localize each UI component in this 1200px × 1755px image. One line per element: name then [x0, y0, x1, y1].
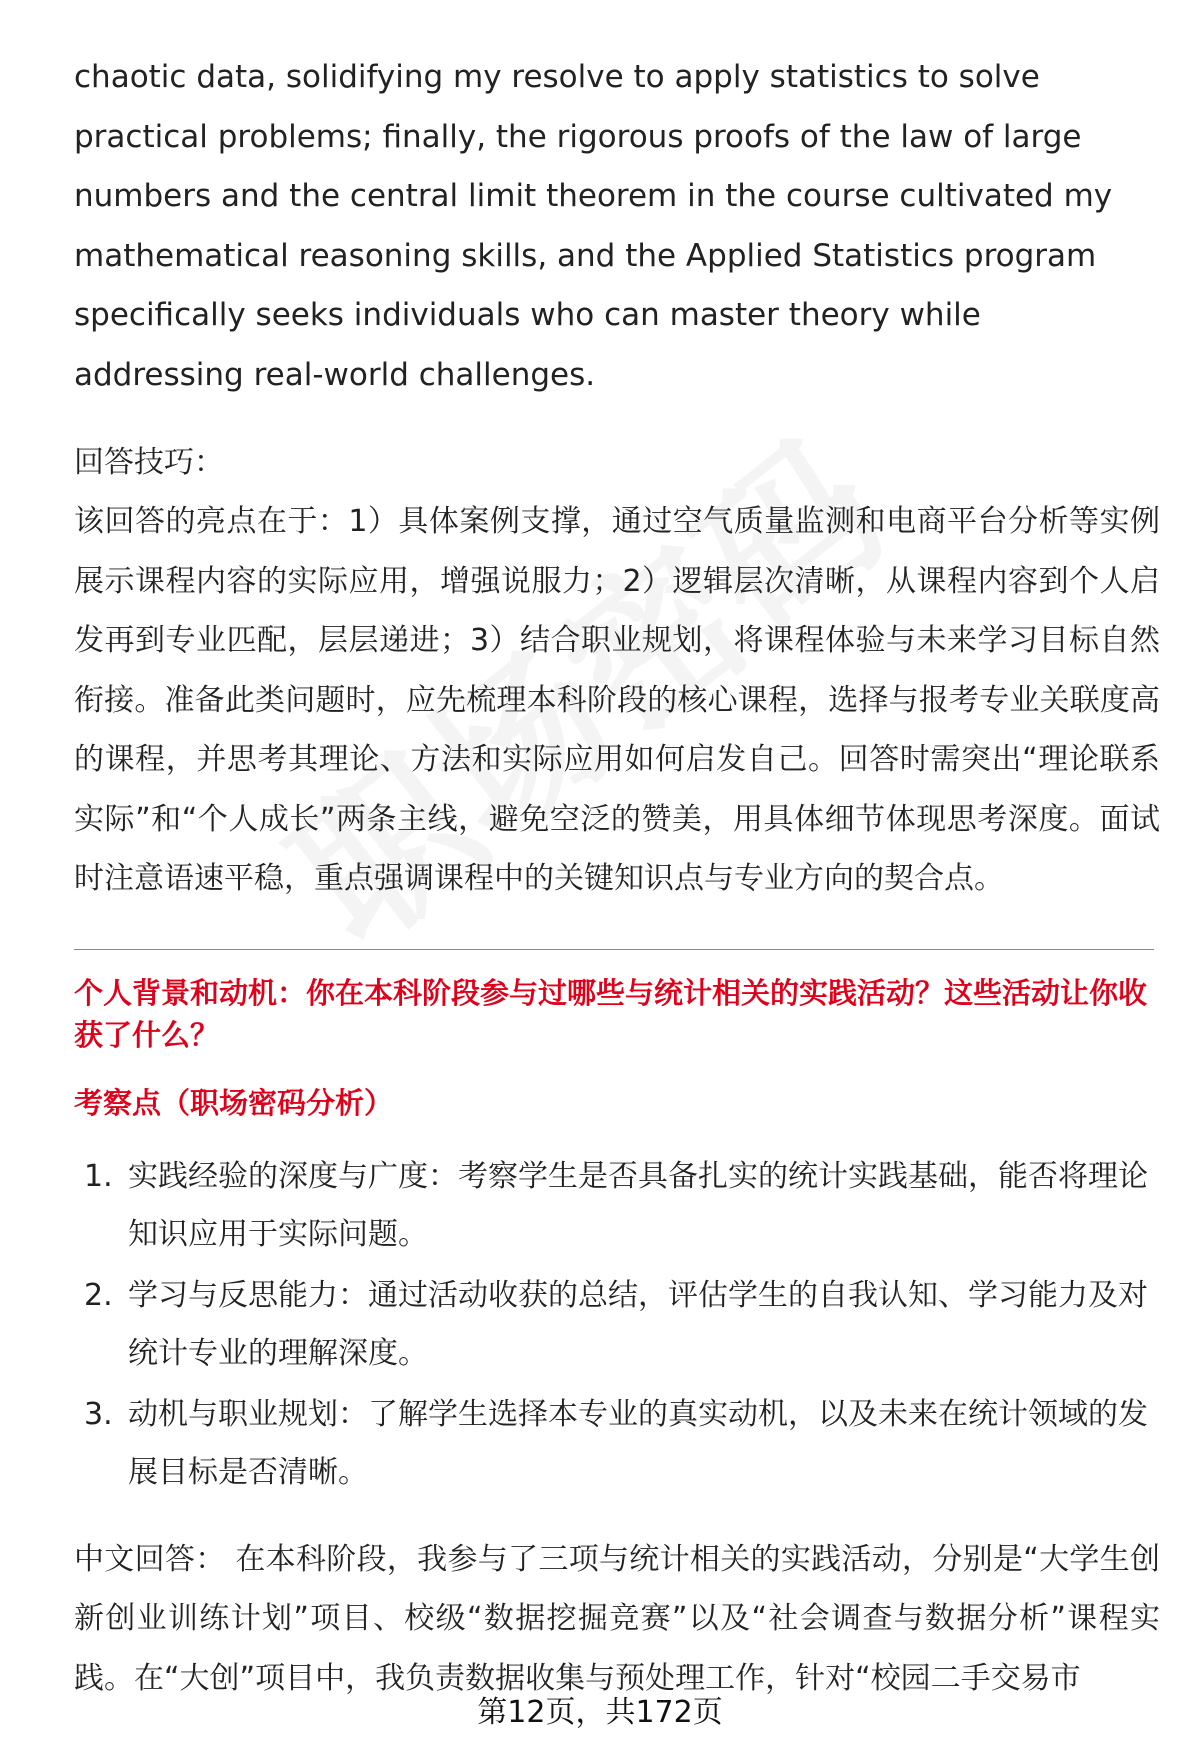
list-item — [74, 1267, 1160, 1383]
tips-body: 该回答的亮点在于：1）具体案例支撑，通过空气质量监测和电商平台分析等实例展示课程内容的实际应用，增强说服力；2）逻辑层次清晰，从课程内容到个人启发再到专业匹配，层层递进；3）结合职业规划，将课程体验与未来学习目标自然衔接。准备此类问题时，应先梳理本科阶段的核心课程，选择与报考专业关联度高的课程，并思考其理论、方法和实际应用如何启发自己。回答时需突出“理论联系实际”和“个人成长”两条主线，避免空泛的赞美，用具体细节体现思考深度。面试时注意语速平稳，重点强调课程中的关键知识点与专业方向的契合点。 — [74, 504, 1160, 896]
list-item — [74, 1148, 1160, 1264]
assessment-points — [74, 1148, 1160, 1502]
list-number: 3. — [84, 1396, 113, 1432]
intro-paragraph: chaotic data, solidifying my resolve to apply statistics to solve practical problems; finally, the rigorous proofs of the law of large numbers and the central limit theorem in the course cultivated my mathematical reasoning skills, and the Applied Statistics program specifically seeks individuals who can master theory while addressing real-world challenges. — [74, 59, 1113, 393]
list-item-text: 学习与反思能力：通过活动收获的总结，评估学生的自我认知、学习能力及对统计专业的理解深度。 — [128, 1277, 1148, 1371]
assessment-title: 考察点（职场密码分析） — [74, 1085, 394, 1120]
list-item-text: 动机与职业规划：了解学生选择本专业的真实动机，以及未来在统计领域的发展目标是否清晰。 — [128, 1396, 1148, 1490]
page-number: 第12页，共172页 — [477, 1695, 723, 1730]
document-page — [74, 48, 1160, 1708]
list-item — [74, 1386, 1160, 1502]
list-number: 2. — [84, 1277, 113, 1313]
question-heading: 个人背景和动机：你在本科阶段参与过哪些与统计相关的实践活动？这些活动让你收获了什么？ — [74, 975, 1148, 1052]
answer-paragraph: 中文回答： 在本科阶段，我参与了三项与统计相关的实践活动，分别是“大学生创新创业训练计划”项目、校级“数据挖掘竞赛”以及“社会调查与数据分析”课程实践。在“大创”项目中，我负责数据收集与预处理工作，针对“校园二手交易市 — [74, 1541, 1160, 1696]
list-number: 1. — [84, 1158, 113, 1194]
list-item-text: 实践经验的深度与广度：考察学生是否具备扎实的统计实践基础，能否将理论知识应用于实际问题。 — [128, 1158, 1148, 1252]
section-divider — [74, 949, 1154, 950]
tips-label: 回答技巧： — [74, 445, 224, 480]
